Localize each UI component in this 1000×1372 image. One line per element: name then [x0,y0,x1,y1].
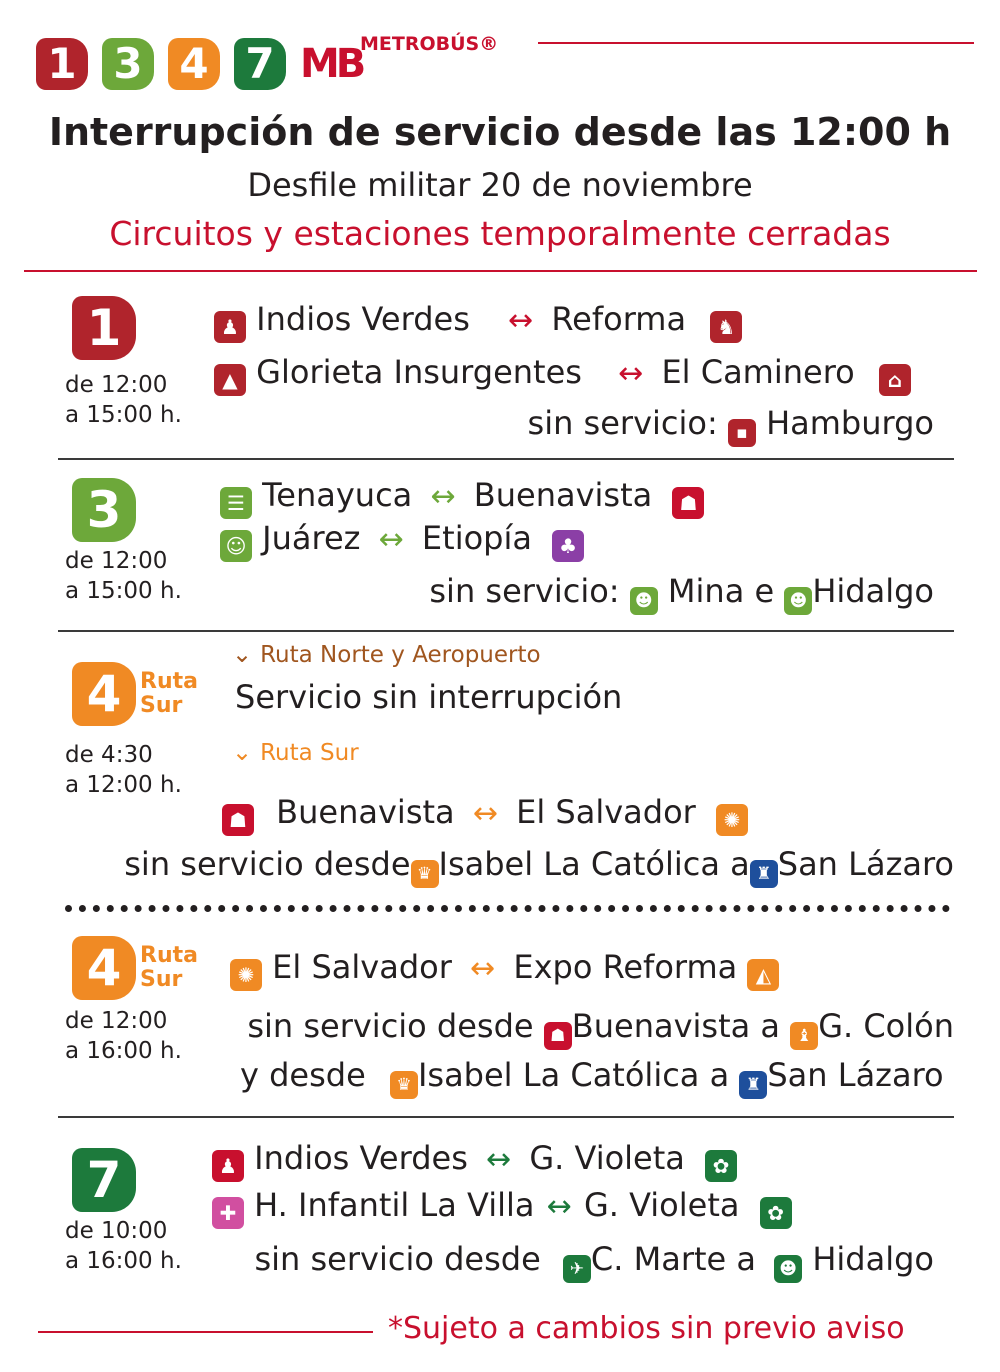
line-7-badge: 7 [234,38,286,90]
station-name: San Lázaro [777,845,954,883]
buenavista-icon: ☗ [672,487,704,519]
closed-stations [254,1240,934,1283]
hours-start: de 4:30 [65,742,153,768]
glorieta-violeta-icon: ✿ [705,1150,737,1182]
hamburgo-icon: ▪ [728,419,756,447]
station-name: Isabel La Católica a [417,1056,730,1094]
double-arrow-icon: ↔ [508,303,534,338]
san-lazaro-icon: ♜ [739,1071,767,1099]
closed-label: sin servicio desde [254,1240,541,1278]
route-norte-heading [232,640,541,668]
page-subtitle: Desfile militar 20 de noviembre [247,166,753,204]
closed-stations [528,404,934,447]
closed-label: y desde [240,1056,366,1094]
double-arrow-icon: ↔ [618,356,644,391]
double-arrow-icon: ↔ [486,1142,512,1177]
hidalgo-icon: ☻ [784,587,812,615]
station-name: Glorieta Insurgentes [256,353,582,391]
section-1-hours [65,370,182,430]
double-arrow-icon: ↔ [430,479,456,514]
tenayuca-icon: ☰ [220,487,252,519]
section-line-3-badge: 3 [72,478,136,542]
el-salvador-icon: ✺ [230,959,262,991]
closure-notice: Circuitos y estaciones temporalmente cerradas [109,214,891,253]
route-row [214,353,911,396]
hours-end: a 16:00 h. [65,1038,182,1064]
juarez-icon: ☺ [220,530,252,562]
closed-label: sin servicio desde [247,1007,534,1045]
section-4b-hours [65,1006,182,1066]
chevron-down-icon: ⌄ [232,640,253,668]
closed-label: sin servicio: [527,404,718,442]
hours-start: de 12:00 [65,372,168,398]
chevron-down-icon: ⌄ [232,738,253,766]
hidalgo-icon: ☻ [774,1255,802,1283]
metrobus-logo: MB [300,41,363,87]
double-arrow-icon: ↔ [546,1189,572,1224]
divider [58,1116,954,1118]
etiopia-icon: ♣ [552,530,584,562]
station-name: Mina e [667,572,775,610]
hours-end: a 15:00 h. [65,578,182,604]
glorieta-colon-icon: ♝ [790,1022,818,1050]
section-3-hours [65,546,182,606]
glorieta-insurgentes-icon: ▲ [214,364,246,396]
section-7-hours [65,1216,182,1276]
station-name: G. Colón [818,1007,954,1045]
hours-end: a 15:00 h. [65,402,182,428]
line-4-badge: 4 [168,38,220,90]
reforma-icon: ♞ [710,311,742,343]
section-line-4-badge: 4 [72,936,136,1000]
san-lazaro-icon: ♜ [750,860,778,888]
station-name: G. Violeta [529,1139,685,1177]
route-row [220,519,584,562]
route-row [214,300,742,343]
station-name: Isabel La Católica a [438,845,750,883]
double-arrow-icon: ↔ [472,796,498,831]
station-name: El Caminero [661,353,855,391]
station-name: Juárez [262,519,361,557]
buenavista-icon: ☗ [544,1022,572,1050]
sur-word: Sur [140,693,183,718]
station-name: Reforma [551,300,687,338]
el-salvador-icon: ✺ [716,804,748,836]
divider [58,458,954,460]
metrobus-wordmark: METROBÚS® [360,33,499,55]
route-sur-heading [232,738,359,766]
indios-verdes-icon: ♟ [212,1150,244,1182]
station-name: Buenavista [473,476,653,514]
line-1-badge: 1 [36,38,88,90]
double-arrow-icon: ↔ [470,951,496,986]
closed-label: sin servicio: [429,572,620,610]
hours-end: a 16:00 h. [65,1248,182,1274]
ruta-word: Ruta [140,669,198,694]
station-name: Indios Verdes [254,1139,468,1177]
hours-start: de 12:00 [65,548,168,574]
station-name: Etiopía [421,519,532,557]
circuito-marte-icon: ✈ [563,1255,591,1283]
closed-label: sin servicio desde [124,845,411,883]
route-row [230,948,779,991]
section-line-1-badge: 1 [72,296,136,360]
indios-verdes-icon: ♟ [214,311,246,343]
station-name: San Lázaro [767,1056,944,1094]
closed-stations [429,572,934,615]
station-name: Hamburgo [766,404,934,442]
station-name: Hidalgo [812,572,934,610]
ruta-sur-label [140,944,198,992]
line-3-badge: 3 [102,38,154,90]
section-line-4-badge: 4 [72,662,136,726]
isabel-la-catolica-icon: ♛ [411,860,439,888]
route-row [220,476,704,519]
closed-stations-extra [240,1056,944,1099]
station-name: Buenavista a [571,1007,781,1045]
section-4a-hours [65,740,182,800]
route-row [222,793,748,836]
hospital-infantil-icon: ✚ [212,1197,244,1229]
header-rule [538,42,974,44]
page-title: Interrupción de servicio desde las 12:00 h [48,110,952,154]
service-status: Servicio sin interrupción [235,678,623,716]
isabel-la-catolica-icon: ♛ [390,1071,418,1099]
station-name: G. Violeta [583,1186,740,1224]
expo-reforma-icon: ◭ [747,959,779,991]
route-row [212,1186,792,1229]
station-name: Hidalgo [812,1240,934,1278]
hours-start: de 10:00 [65,1218,168,1244]
hours-start: de 12:00 [65,1008,168,1034]
el-caminero-icon: ⌂ [879,364,911,396]
disclaimer: *Sujeto a cambios sin previo aviso [388,1311,905,1346]
station-name: Buenavista [276,793,455,831]
closed-stations [247,1007,954,1050]
dotted-divider [65,905,950,912]
hours-end: a 12:00 h. [65,772,182,798]
mina-icon: ☻ [630,587,658,615]
route-norte-label: Ruta Norte y Aeropuerto [260,642,541,668]
station-name: Tenayuca [262,476,413,514]
ruta-sur-label [140,670,198,718]
glorieta-violeta-icon: ✿ [760,1197,792,1229]
station-name: H. Infantil La Villa [254,1186,535,1224]
ruta-word: Ruta [140,943,198,968]
route-row [212,1139,737,1182]
station-name: C. Marte a [590,1240,756,1278]
route-sur-label: Ruta Sur [260,740,359,766]
divider [24,270,977,272]
station-name: El Salvador [272,948,452,986]
station-name: Expo Reforma [513,948,738,986]
double-arrow-icon: ↔ [378,522,404,557]
closed-stations [124,845,954,888]
station-name: El Salvador [516,793,696,831]
buenavista-icon: ☗ [222,804,254,836]
divider [58,630,954,632]
section-line-7-badge: 7 [72,1148,136,1212]
station-name: Indios Verdes [256,300,470,338]
footer-rule [38,1331,373,1333]
sur-word: Sur [140,967,183,992]
